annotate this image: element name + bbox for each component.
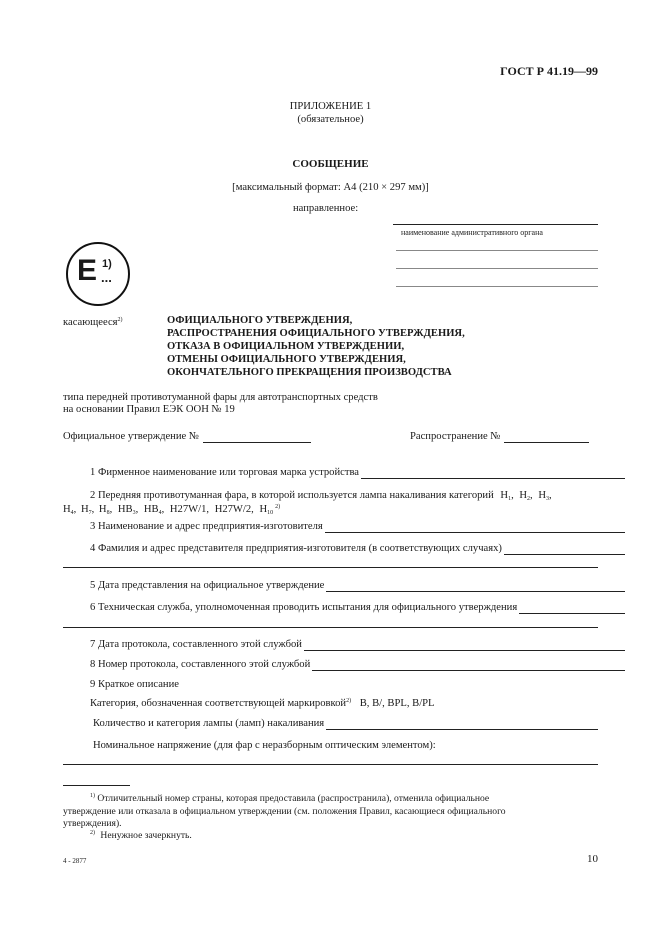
approval-number-field: Официальное утверждение № [63,430,311,443]
authority-line [396,268,598,269]
item-3-blank[interactable] [325,522,625,533]
item-1-blank[interactable] [361,468,625,479]
concerning-list [167,314,465,379]
concerning-label: касающееся$^{2)}$ [63,317,123,328]
item-6: 6 Техническая служба, уполномоченная проводить испытания для официального утверждения [63,601,625,614]
concerning-item: ОТКАЗА В ОФИЦИАЛЬНОМ УТВЕРЖДЕНИИ, [167,341,405,352]
item-2-continued: $H_4$, $H_7$, $H_8$, $HB_3$, $HB_4$, H27W/1, H27W/2, $H_{10}^{2)}$ [63,504,281,516]
approval-mark-e-icon [66,242,130,306]
item-5: 5 Дата представления на официальное утверждение [63,579,625,592]
page-number: 10 [587,853,598,865]
authority-caption: наименование административного органа [401,228,543,237]
standard-code: ГОСТ Р 41.19—99 [500,64,598,78]
print-code: 4 - 2877 [63,857,87,865]
approval-mark-letter: E [77,254,98,287]
type-text-line2: на основании Правил ЕЭК ООН № 19 [63,404,235,415]
category-line: Категория, обозначенная соответствующей маркировкой$^{2)}$ B, B/, BPL, B/PL [90,698,435,709]
concerning-item: ОФИЦИАЛЬНОГО УТВЕРЖДЕНИЯ, [167,315,353,326]
voltage-blank-line[interactable] [63,764,598,765]
item-4-blank-line[interactable] [63,567,598,568]
approval-number-blank[interactable] [203,432,311,443]
concerning-footnote-ref: 2) [117,317,123,323]
extension-number-field: Распространение № [410,430,589,443]
lamps-field: Количество и категория лампы (ламп) накаливания [63,717,598,730]
authority-line [396,250,598,251]
item-8: 8 Номер протокола, составленного этой службой [63,658,625,671]
item-2: 2 Передняя противотуманная фара, в которой используется лампа накаливания категорий $H_1$, $H_2$, $H_3$, [90,490,552,502]
item-3: 3 Наименование и адрес предприятия-изготовителя [63,520,625,533]
item-7: 7 Дата протокола, составленного этой службой [63,638,625,651]
concerning-item: ОКОНЧАТЕЛЬНОГО ПРЕКРАЩЕНИЯ ПРОИЗВОДСТВА [167,367,452,378]
item-1: 1 Фирменное наименование или торговая марка устройства [63,466,625,479]
footnote-separator [63,785,130,786]
footnote-2: $^{2)}$ Ненужное зачеркнуть. [90,830,192,841]
item-4: 4 Фамилия и адрес представителя предприятия-изготовителя (в соответствующих случаях) [63,542,625,555]
approval-mark-number: 1) [102,258,112,270]
annex-title: ПРИЛОЖЕНИЕ 1 [289,101,372,112]
format-note: [максимальный формат: А4 (210 × 297 мм)] [232,182,429,193]
voltage-label: Номинальное напряжение (для фар с неразборным оптическим элементом): [93,740,436,751]
authority-line [396,286,598,287]
item-7-blank[interactable] [304,640,625,651]
approval-mark-dots: ... [101,270,112,285]
item-6-blank-line[interactable] [63,627,598,628]
lamps-blank[interactable] [326,719,598,730]
concerning-item: ОТМЕНЫ ОФИЦИАЛЬНОГО УТВЕРЖДЕНИЯ, [167,354,406,365]
authority-line [393,224,598,225]
concerning-item: РАСПРОСТРАНЕНИЯ ОФИЦИАЛЬНОГО УТВЕРЖДЕНИЯ, [167,328,465,339]
type-text-line1: типа передней противотуманной фары для автотранспортных средств [63,392,378,403]
item-4-blank[interactable] [504,544,625,555]
item-6-blank[interactable] [519,603,625,614]
sent-to-label: направленное: [293,203,359,214]
item-5-blank[interactable] [326,581,625,592]
item-9: 9 Краткое описание [90,679,179,690]
item-8-blank[interactable] [312,660,625,671]
footnote-1: $^{1)}$ Отличительный номер страны, которая предоставила (распространила), отменила официальное утверждение или отказала в официальном утверждении (см. положения Правил, касающиеся официального утверждения). [63,793,506,829]
category-values: B, B/, BPL, B/PL [359,698,435,709]
annex-subtitle: (обязательное) [297,114,364,125]
document-title: СООБЩЕНИЕ [292,158,369,170]
extension-number-blank[interactable] [504,432,589,443]
